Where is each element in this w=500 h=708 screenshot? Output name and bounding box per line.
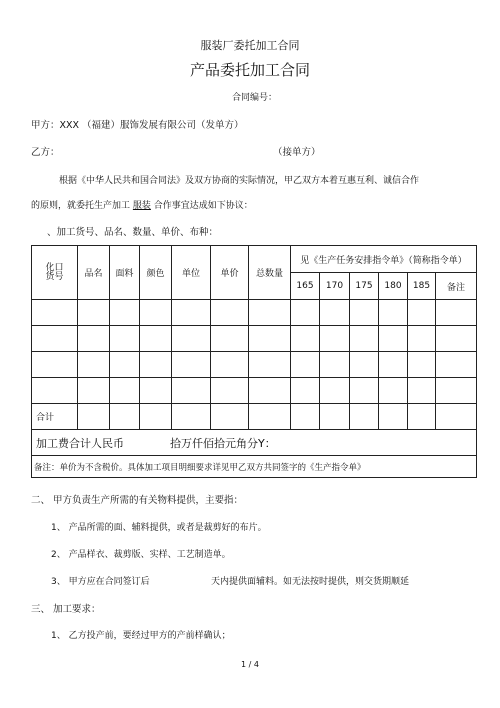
party-a-value: XXX （福建）服饰发展有限公司（发单方） — [59, 120, 244, 131]
header-size-180: 180 — [379, 273, 408, 300]
table-cell[interactable] — [408, 326, 436, 352]
table-cell[interactable] — [140, 352, 172, 378]
table-cell[interactable] — [172, 352, 211, 378]
section-3-item-1: 1、 乙方投产前，要经过甲方的产前样确认； — [51, 631, 231, 641]
table-cell[interactable] — [408, 404, 436, 430]
table-cell[interactable] — [249, 378, 291, 404]
table-cell[interactable] — [291, 326, 320, 352]
header-size-185: 185 — [408, 273, 436, 300]
party-a — [31, 117, 244, 131]
table-cell[interactable] — [78, 378, 110, 404]
note-row — [32, 456, 477, 478]
table-cell[interactable] — [249, 404, 291, 430]
header-name: 品名 — [78, 246, 110, 300]
table-cell[interactable] — [408, 378, 436, 404]
table-cell[interactable] — [436, 326, 477, 352]
table-cell[interactable] — [78, 352, 110, 378]
table-cell[interactable] — [211, 404, 249, 430]
party-b-label: 乙方： — [31, 147, 60, 158]
table-cell[interactable] — [32, 300, 78, 326]
table-cell[interactable] — [436, 300, 477, 326]
header-remarks: 备注 — [436, 273, 477, 300]
header-price: 单价 — [211, 246, 249, 300]
section-1-heading: 、加工货号、品名、数量、单价、布种： — [47, 227, 219, 238]
table-cell[interactable] — [211, 352, 249, 378]
table-cell[interactable] — [249, 300, 291, 326]
table-cell[interactable] — [32, 352, 78, 378]
table-cell[interactable] — [140, 378, 172, 404]
table-cell[interactable] — [436, 352, 477, 378]
table-cell[interactable] — [110, 378, 140, 404]
header-fabric: 面料 — [110, 246, 140, 300]
table-cell[interactable] — [140, 326, 172, 352]
header-size-170: 170 — [320, 273, 350, 300]
intro-line-1: 根据《中华人民共和国合同法》及双方协商的实际情况，甲乙双方本着互惠互利、诚信合作 — [59, 176, 420, 186]
table-cell[interactable] — [379, 352, 408, 378]
table-cell[interactable] — [408, 352, 436, 378]
table-cell[interactable] — [172, 378, 211, 404]
table-cell[interactable] — [320, 352, 350, 378]
party-b-value: （接单方） — [273, 147, 321, 158]
table-cell[interactable] — [350, 404, 379, 430]
page-number: 1 / 4 — [241, 660, 259, 669]
table-cell[interactable] — [320, 404, 350, 430]
table-cell[interactable] — [379, 404, 408, 430]
section-2-item-3-part-2: 天内提供面辅料。如无法按时提供，则交货期顺延 — [211, 577, 410, 587]
table-cell[interactable] — [140, 300, 172, 326]
table-note: 备注：单价为不含税价。具体加工项目明细要求详见甲乙双方共同签字的《生产指令单》 — [32, 456, 477, 478]
table-cell[interactable] — [140, 404, 172, 430]
table-cell[interactable] — [350, 352, 379, 378]
table-cell[interactable] — [320, 378, 350, 404]
table-cell[interactable] — [320, 300, 350, 326]
table-row — [32, 352, 477, 378]
fee-label: 加工费合计人民币 — [36, 436, 124, 450]
table-cell[interactable] — [211, 378, 249, 404]
header-size-165: 165 — [291, 273, 320, 300]
table-cell[interactable] — [110, 404, 140, 430]
table-cell[interactable] — [110, 300, 140, 326]
header-unit: 单位 — [172, 246, 211, 300]
table-cell[interactable] — [436, 378, 477, 404]
processing-fee-row — [32, 430, 477, 456]
table-cell[interactable] — [379, 326, 408, 352]
table-cell[interactable] — [78, 300, 110, 326]
table-cell[interactable] — [172, 404, 211, 430]
section-2-item-3-part-1: 3、 甲方应在合同签订后 — [51, 577, 150, 587]
processing-table — [31, 245, 477, 478]
table-cell[interactable] — [350, 326, 379, 352]
header-item-no-line1: 化口 — [45, 262, 64, 273]
contract-number-label: 合同编号： — [232, 93, 278, 103]
header-item-no — [32, 246, 78, 300]
table-cell[interactable] — [211, 300, 249, 326]
section-2-heading: 二、 甲方负责生产所需的有关物料提供，主要指： — [31, 495, 244, 506]
table-cell[interactable] — [350, 378, 379, 404]
table-cell[interactable] — [436, 404, 477, 430]
table-cell[interactable] — [291, 300, 320, 326]
sum-label: 合计 — [32, 404, 78, 430]
header-item-no-line2: 货号 — [45, 271, 64, 282]
table-cell[interactable] — [249, 352, 291, 378]
intro-product-name: 服装 — [132, 201, 151, 211]
party-a-label: 甲方： — [31, 120, 60, 131]
table-cell[interactable] — [78, 404, 110, 430]
table-cell[interactable] — [379, 300, 408, 326]
table-cell[interactable] — [32, 326, 78, 352]
header-size-175: 175 — [350, 273, 379, 300]
header-total-qty: 总数量 — [249, 246, 291, 300]
intro-line-2-suffix: 合作事宜达成如下协议： — [153, 201, 253, 211]
table-cell[interactable] — [78, 326, 110, 352]
table-row — [32, 378, 477, 404]
section-2-item-1: 1、 产品所需的面、辅料提供，或者是裁剪好的布片。 — [51, 523, 267, 533]
table-cell[interactable] — [172, 300, 211, 326]
table-cell[interactable] — [408, 300, 436, 326]
table-cell[interactable] — [172, 326, 211, 352]
header-color: 颜色 — [140, 246, 172, 300]
fee-amount-words: 拾万仟佰拾元角分Y： — [170, 436, 276, 450]
table-sum-row — [32, 404, 477, 430]
table-cell[interactable] — [211, 326, 249, 352]
table-cell[interactable] — [249, 326, 291, 352]
table-cell[interactable] — [32, 378, 78, 404]
table-cell[interactable] — [350, 300, 379, 326]
table-row — [32, 300, 477, 326]
processing-fee-total — [32, 430, 477, 456]
table-cell[interactable] — [291, 378, 320, 404]
document-title: 产品委托加工合同 — [189, 61, 310, 79]
table-cell[interactable] — [291, 352, 320, 378]
header-size-group: 见《生产任务安排指令单》（简称指令单） — [291, 246, 477, 273]
table-header-row — [32, 246, 477, 273]
table-cell[interactable] — [320, 326, 350, 352]
intro-line-2-prefix: 的原则，就委托生产加工 — [31, 201, 131, 211]
table-cell[interactable] — [291, 404, 320, 430]
document-supertitle: 服装厂委托加工合同 — [200, 39, 300, 52]
intro-line-2 — [31, 198, 253, 211]
table-cell[interactable] — [110, 352, 140, 378]
section-3-heading: 三、 加工要求： — [31, 604, 101, 615]
table-cell[interactable] — [110, 326, 140, 352]
table-cell[interactable] — [379, 378, 408, 404]
section-2-item-2: 2、 产品样衣、裁剪版、实样、工艺制造单。 — [51, 550, 231, 560]
table-row — [32, 326, 477, 352]
